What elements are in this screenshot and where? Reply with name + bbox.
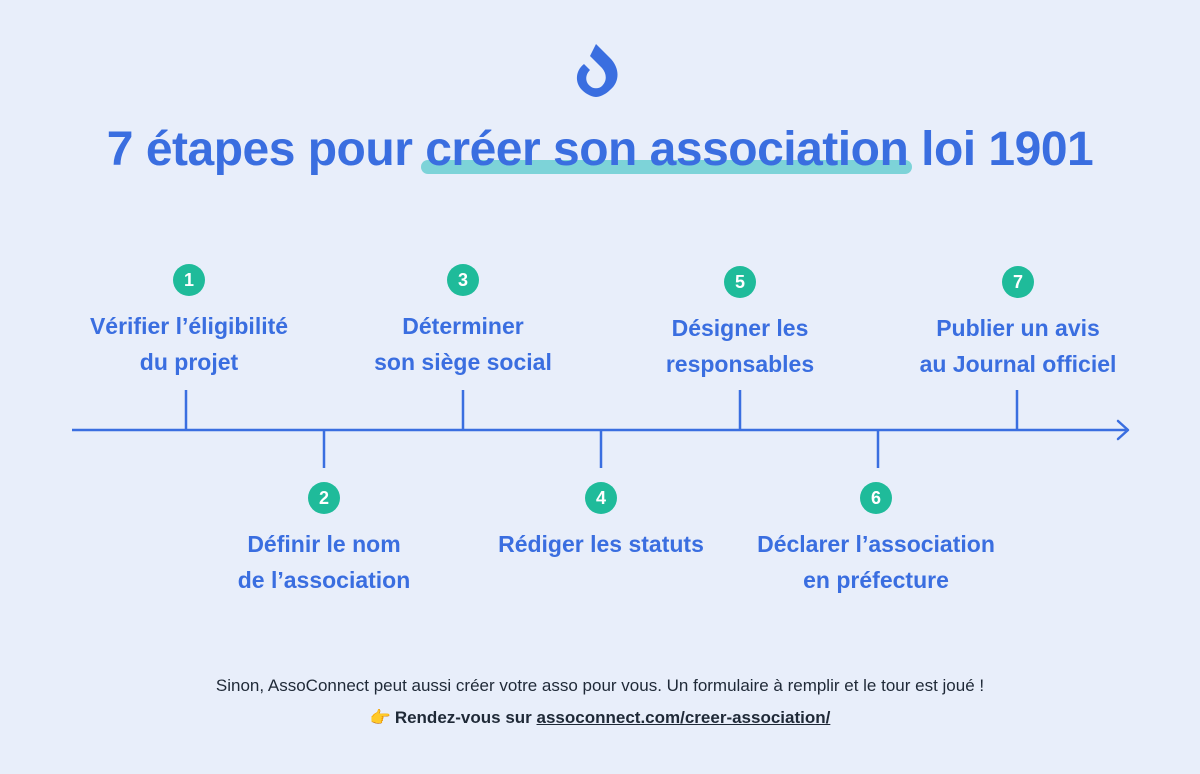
step-6 bbox=[726, 482, 1026, 598]
step-number-badge: 3 bbox=[447, 264, 479, 296]
step-number-badge: 4 bbox=[585, 482, 617, 514]
footer-cta bbox=[0, 708, 1200, 728]
timeline bbox=[0, 380, 1200, 480]
step-number-badge: 2 bbox=[308, 482, 340, 514]
footer-note: Sinon, AssoConnect peut aussi créer votre asso pour vous. Un formulaire à remplir et le tour est joué ! bbox=[215, 676, 985, 695]
step-7 bbox=[868, 266, 1168, 382]
step-number-badge: 7 bbox=[1002, 266, 1034, 298]
title-suffix: loi 1901 bbox=[908, 123, 1094, 176]
step-1 bbox=[39, 264, 339, 380]
assoconnect-logo-icon bbox=[576, 40, 624, 98]
step-4 bbox=[451, 482, 751, 562]
page-title bbox=[0, 120, 1200, 180]
step-label: Publier un avis au Journal officiel bbox=[919, 315, 1117, 377]
step-2 bbox=[174, 482, 474, 598]
step-5 bbox=[590, 266, 890, 382]
assoconnect-link[interactable]: assoconnect.com/creer-association/ bbox=[536, 708, 831, 727]
step-3 bbox=[313, 264, 613, 380]
title-highlight: créer son association bbox=[425, 120, 908, 180]
footer-cta-text: Rendez-vous sur bbox=[394, 708, 537, 727]
pointing-hand-icon: 👉 bbox=[369, 708, 391, 727]
step-label: Rédiger les statuts bbox=[498, 531, 704, 557]
step-label: Déclarer l’association en préfecture bbox=[757, 531, 995, 593]
step-number-badge: 1 bbox=[173, 264, 205, 296]
title-prefix: 7 étapes pour bbox=[106, 123, 426, 176]
step-number-badge: 6 bbox=[860, 482, 892, 514]
step-number-badge: 5 bbox=[724, 266, 756, 298]
step-label: Vérifier l’éligibilité du projet bbox=[89, 313, 289, 375]
step-label: Définir le nom de l’association bbox=[237, 531, 411, 593]
step-label: Déterminer son siège social bbox=[374, 313, 552, 375]
step-label: Désigner les responsables bbox=[665, 315, 815, 377]
